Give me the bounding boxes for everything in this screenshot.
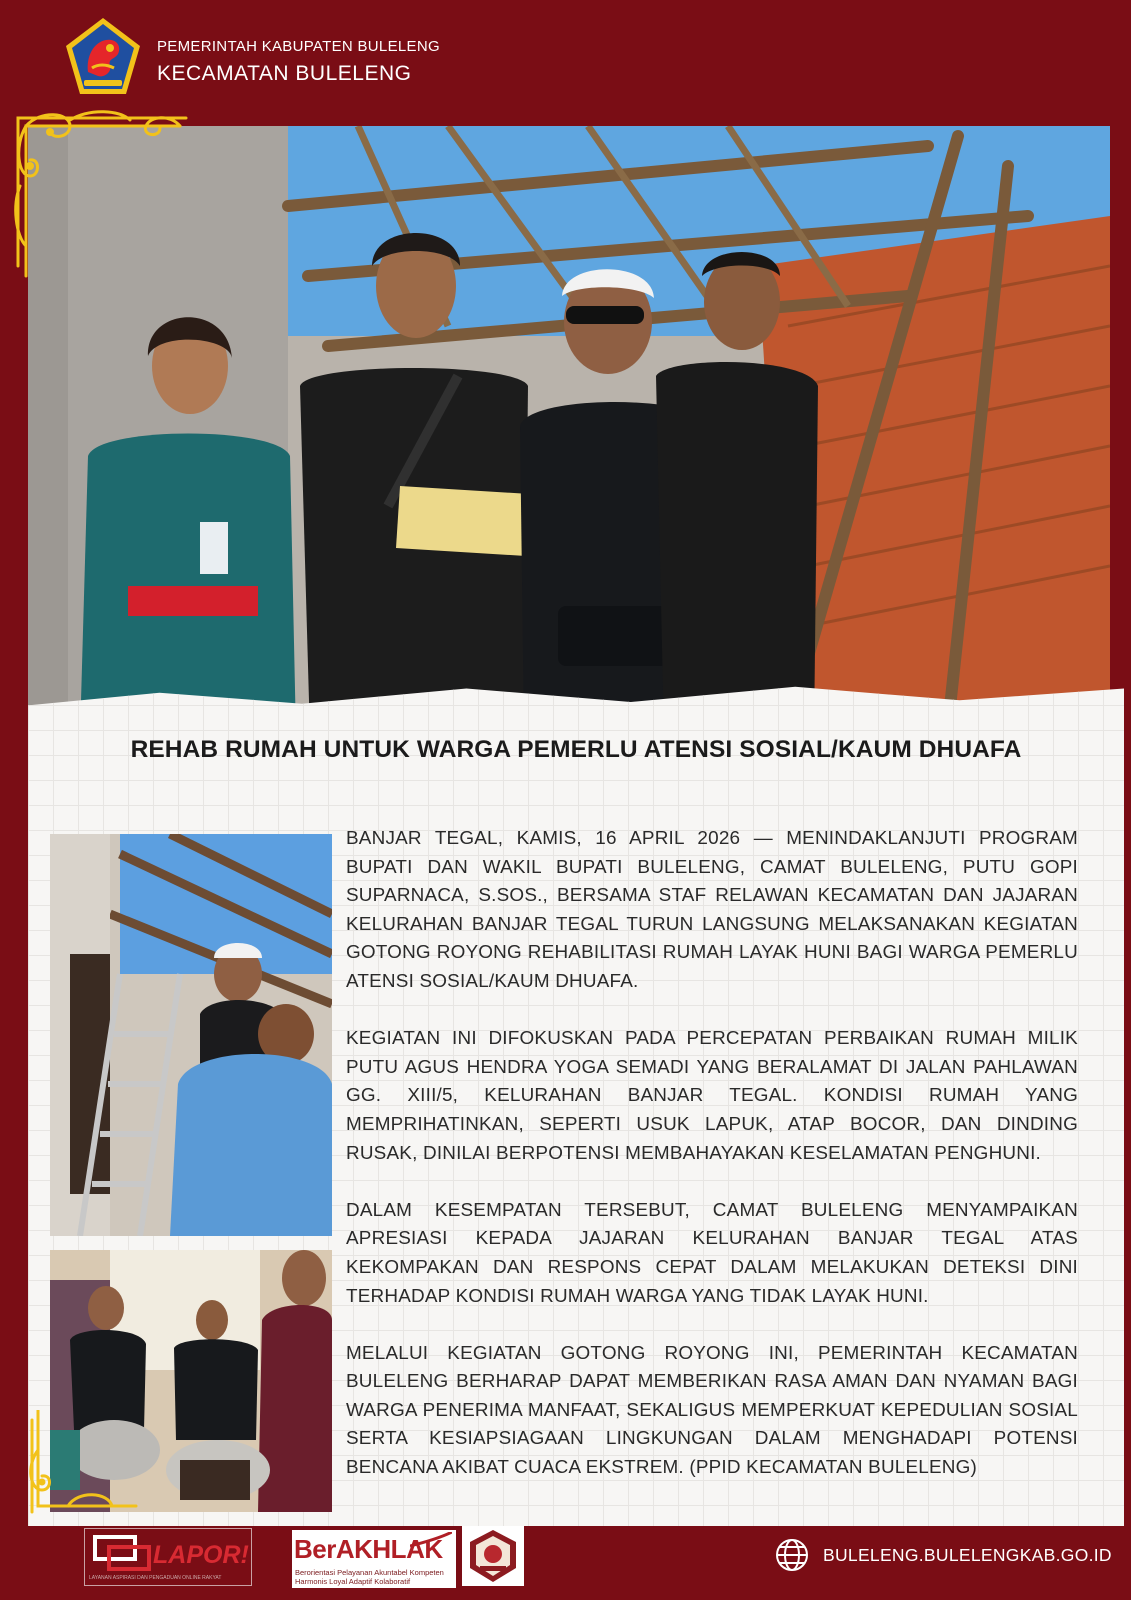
- berakhlak-label: BerAKHLAK: [294, 1534, 443, 1564]
- lapor-logo[interactable]: [84, 1528, 252, 1586]
- article-paragraph: MELALUI KEGIATAN GOTONG ROYONG INI, PEMERINTAH KECAMATAN BULELENG BERHARAP DAPAT MEMBERIKAN RASA AMAN DAN NYAMAN BAGI WARGA PENERIMA MANFAAT, SEKALIGUS MEMPERKUAT KEPEDULIAN SOSIAL SERTA KESIAPSIAGAAN LINGKUNGAN DALAM MENGHADAPI POTENSI BENCANA AKIBAT CUACA EKSTREM. (PPID KECAMATAN BULELENG): [346, 1342, 1078, 1479]
- article-paragraph: DALAM KESEMPATAN TERSEBUT, CAMAT BULELENG MENYAMPAIKAN APRESIASI KEPADA JAJARAN KELURAHAN BANJAR TEGAL ATAS KEKOMPAKAN DAN RESPONS CEPAT DALAM MELAKUKAN DETEKSI DINI TERHADAP KONDISI RUMAH WARGA YANG TIDAK LAYAK HUNI.: [346, 1199, 1078, 1307]
- buleleng-emblem-icon: [64, 16, 142, 98]
- lapor-chat-icon: [91, 1533, 153, 1573]
- article-body: [346, 825, 1078, 1511]
- lapor-label: LAPOR!: [153, 1541, 249, 1569]
- berakhlak-logo[interactable]: [292, 1530, 456, 1588]
- side-photo-repair: [50, 834, 332, 1236]
- main-photo: [28, 126, 1110, 736]
- article-title: REHAB RUMAH UNTUK WARGA PEMERLU ATENSI SOSIAL/KAUM DHUAFA: [130, 736, 1022, 763]
- website-link[interactable]: BULELENG.BULELENGKAB.GO.ID: [823, 1545, 1112, 1565]
- berakhlak-subtitle: Berorientasi Pelayanan Akuntabel Kompeten Harmonis Loyal Adaptif Kolaboratif: [295, 1568, 444, 1586]
- header-district-label: KECAMATAN BULELENG: [157, 62, 412, 85]
- district-badge[interactable]: [462, 1526, 524, 1586]
- globe-icon: [774, 1537, 810, 1573]
- article-paragraph: KEGIATAN INI DIFOKUSKAN PADA PERCEPATAN PERBAIKAN RUMAH MILIK PUTU AGUS HENDRA YOGA SEMADI YANG BERALAMAT DI JALAN PAHLAWAN GG. XIII/5, KELURAHAN BANJAR TEGAL. KONDISI RUMAH YANG MEMPRIHATINKAN, SEPERTI USUK LAPUK, ATAP BOCOR, DAN DINDING RUSAK, DINILAI BERPOTENSI MEMBAHAYAKAN KESELAMATAN PENGHUNI.: [346, 1028, 1078, 1164]
- header-government-label: PEMERINTAH KABUPATEN BULELENG: [157, 38, 440, 55]
- article-paragraph: BANJAR TEGAL, KAMIS, 16 APRIL 2026 — MENINDAKLANJUTI PROGRAM BUPATI DAN WAKIL BUPATI BULELENG, CAMAT BULELENG, PUTU GOPI SUPARNACA, S.SOS., BERSAMA STAF RELAWAN KECAMATAN DAN JAJARAN KELURAHAN BANJAR TEGAL TURUN LANGSUNG MELAKSANAKAN KEGIATAN GOTONG ROYONG REHABILITASI RUMAH LAYAK HUNI BAGI WARGA PEMERLU ATENSI SOSIAL/KAUM DHUAFA.: [346, 828, 1078, 992]
- corner-ornament-bottom: [28, 1410, 138, 1514]
- header: [0, 0, 1131, 120]
- district-badge-icon: [462, 1526, 524, 1586]
- lapor-subtitle: LAYANAN ASPIRASI DAN PENGADUAN ONLINE RAKYAT: [89, 1575, 222, 1581]
- berakhlak-swoosh-icon: [410, 1532, 452, 1548]
- corner-ornament: [10, 106, 190, 282]
